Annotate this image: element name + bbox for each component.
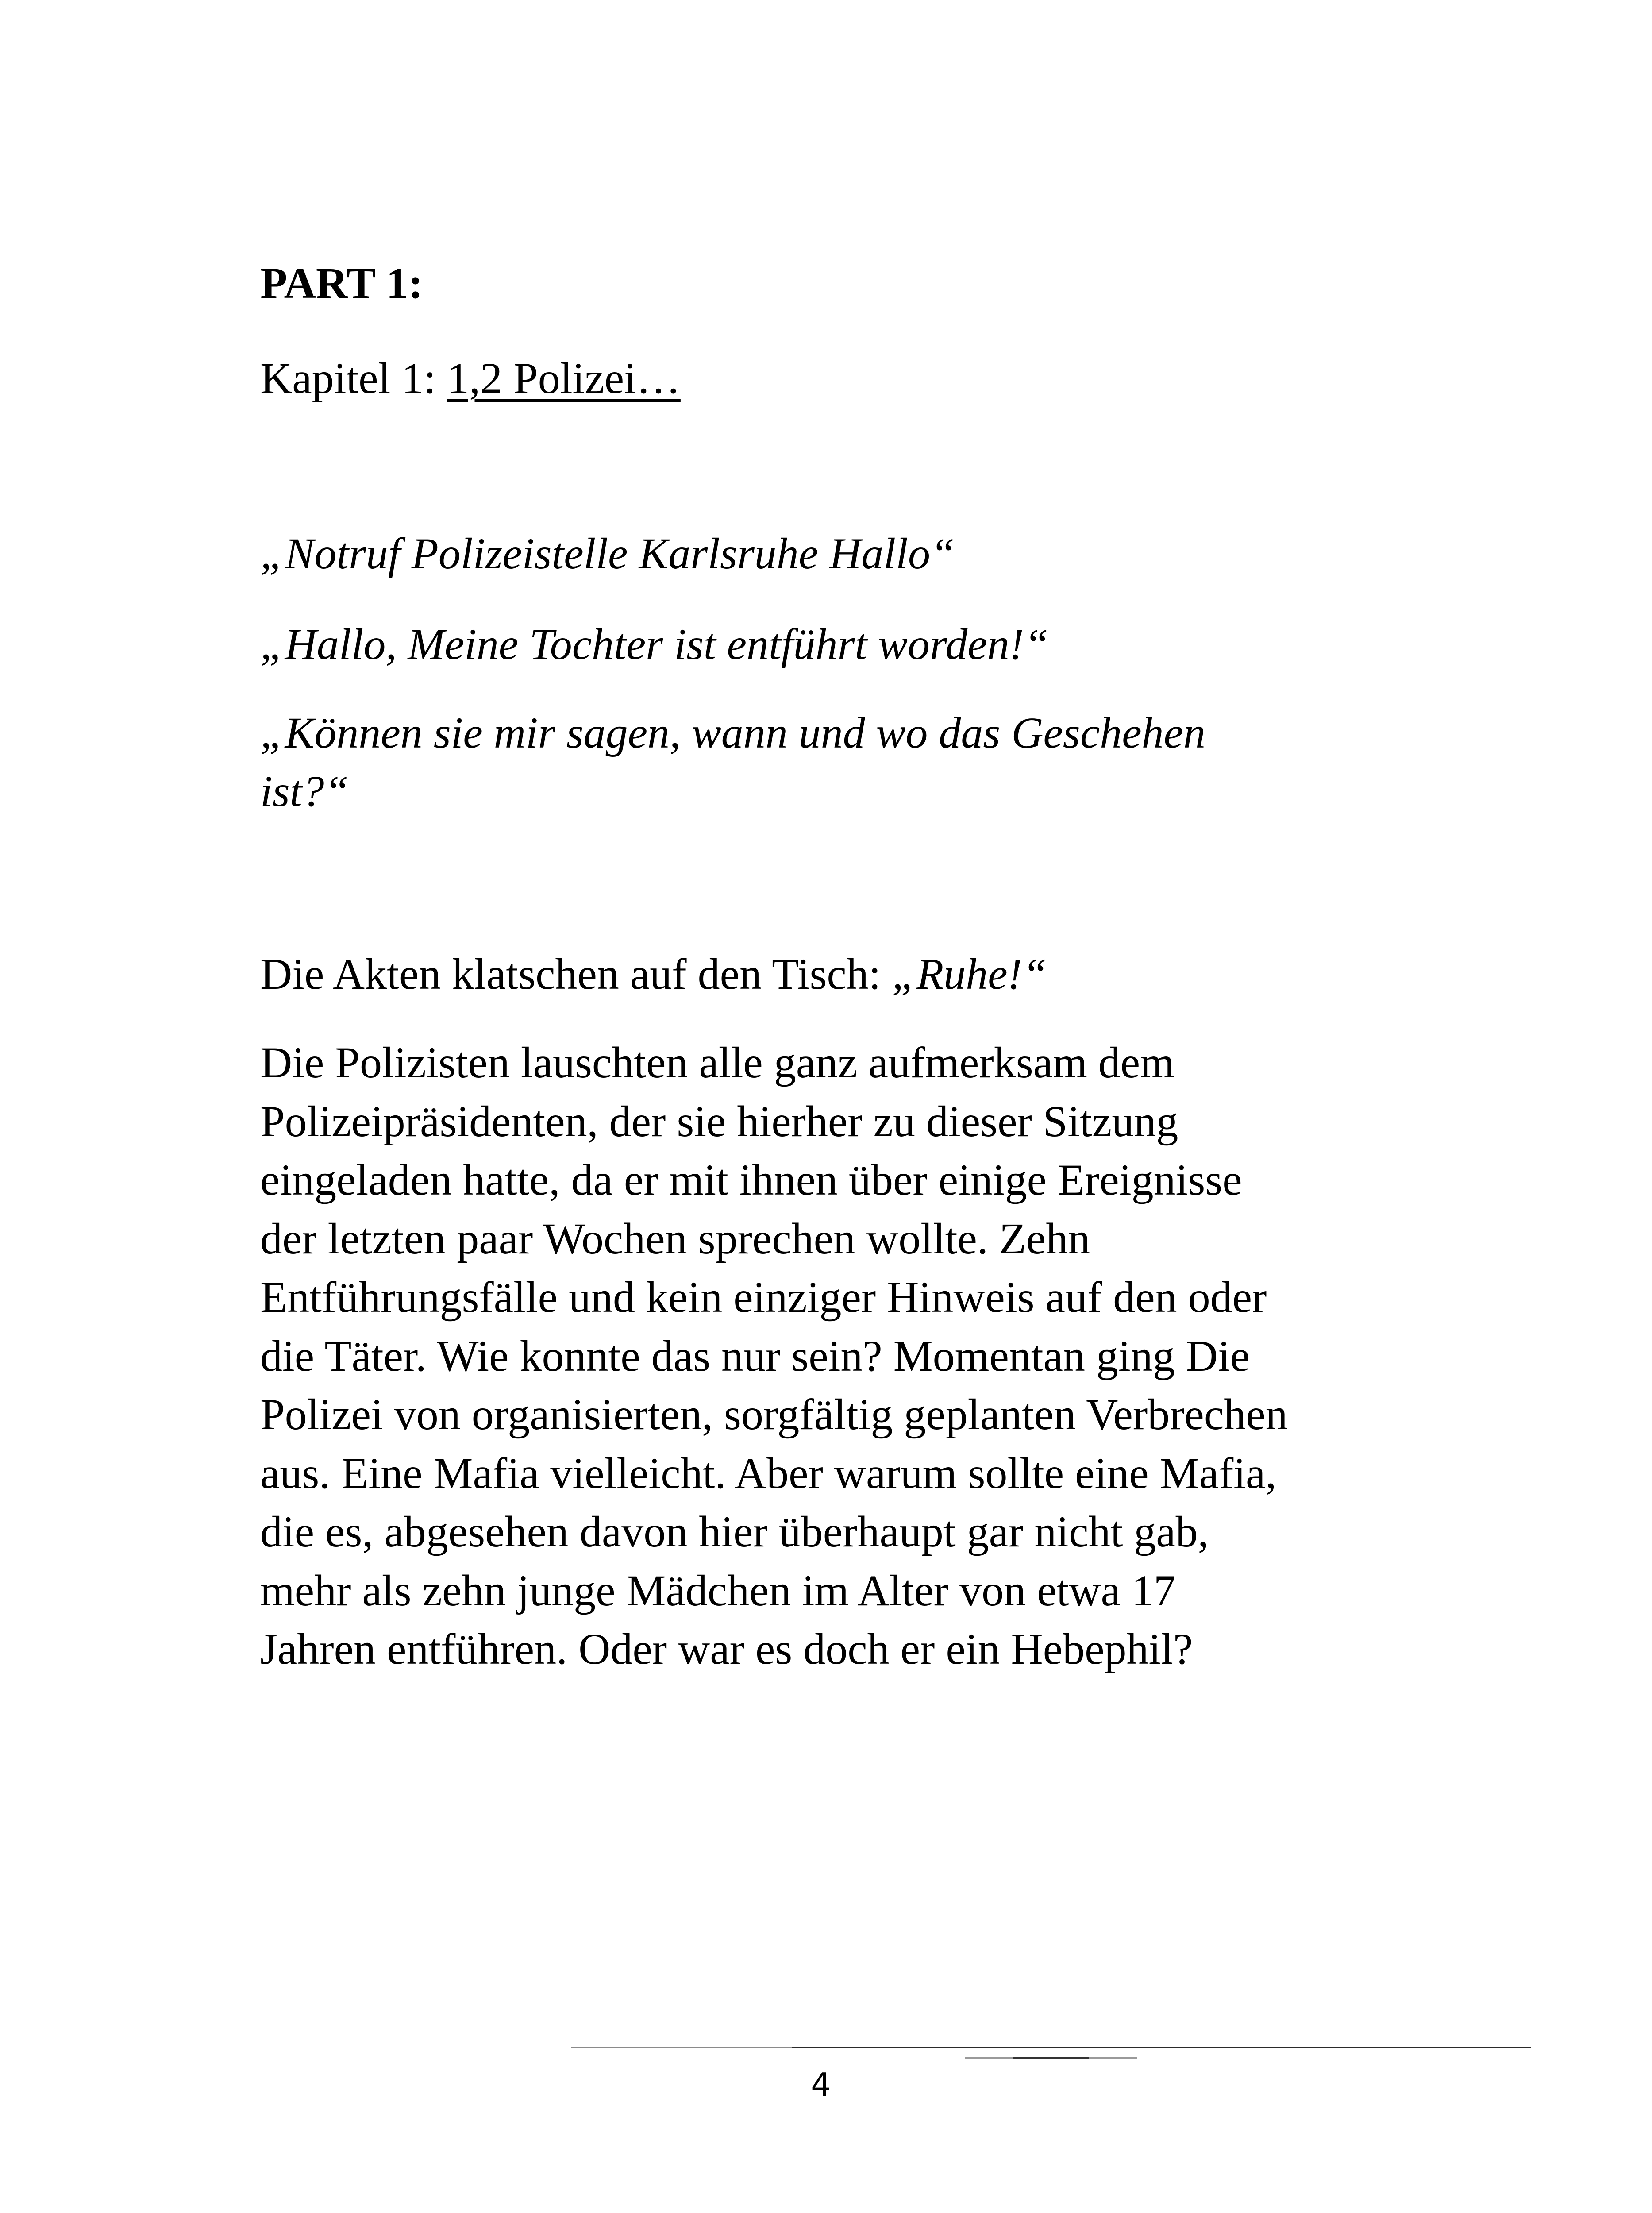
- part-heading: PART 1:: [260, 258, 423, 308]
- paragraph-line: eingeladen hatte, da er mit ihnen über einige Ereignisse: [260, 1155, 1242, 1204]
- paragraph-line: Jahren entführen. Oder war es doch er ein Hebephil?: [260, 1624, 1193, 1673]
- body-paragraph: [260, 1033, 1393, 1679]
- chapter-label: Kapitel 1:: [260, 354, 447, 403]
- paragraph-line: Polizeipräsidenten, der sie hierher zu dieser Sitzung: [260, 1096, 1178, 1146]
- page-number: 4: [811, 2066, 831, 2103]
- chapter-title: 1,2 Polizei…: [447, 354, 681, 403]
- footer-rule-fade: [571, 2047, 792, 2048]
- dialogue-line-3b: ist?“: [260, 767, 349, 816]
- footer-rule-accent: [1013, 2057, 1089, 2059]
- paragraph-line: Polizei von organisierten, sorgfältig geplanten Verbrechen: [260, 1390, 1288, 1439]
- paragraph-line: Die Polizisten lauschten alle ganz aufmerksam dem: [260, 1038, 1174, 1087]
- paragraph-line: die es, abgesehen davon hier überhaupt gar nicht gab,: [260, 1507, 1209, 1556]
- dialogue-line-1: „Notruf Polizeistelle Karlsruhe Hallo“: [260, 529, 955, 578]
- dialogue-line-3a: „Können sie mir sagen, wann und wo das Geschehen: [260, 708, 1205, 757]
- ruhe-exclamation: „Ruhe!“: [892, 949, 1047, 999]
- paragraph-line: der letzten paar Wochen sprechen wollte. Zehn: [260, 1214, 1090, 1263]
- dialogue-line-2: „Hallo, Meine Tochter ist entführt worden!“: [260, 620, 1049, 669]
- paragraph-line: aus. Eine Mafia vielleicht. Aber warum sollte eine Mafia,: [260, 1448, 1277, 1498]
- dialogue-line-3: [260, 704, 1393, 821]
- akten-text: Die Akten klatschen auf den Tisch:: [260, 949, 892, 999]
- paragraph-line: mehr als zehn junge Mädchen im Alter von etwa 17: [260, 1565, 1176, 1615]
- paragraph-line: Entführungsfälle und kein einziger Hinweis auf den oder: [260, 1272, 1267, 1322]
- chapter-heading: [260, 350, 1393, 407]
- akten-line: [260, 945, 1393, 1003]
- paragraph-line: die Täter. Wie konnte das nur sein? Momentan ging Die: [260, 1331, 1250, 1380]
